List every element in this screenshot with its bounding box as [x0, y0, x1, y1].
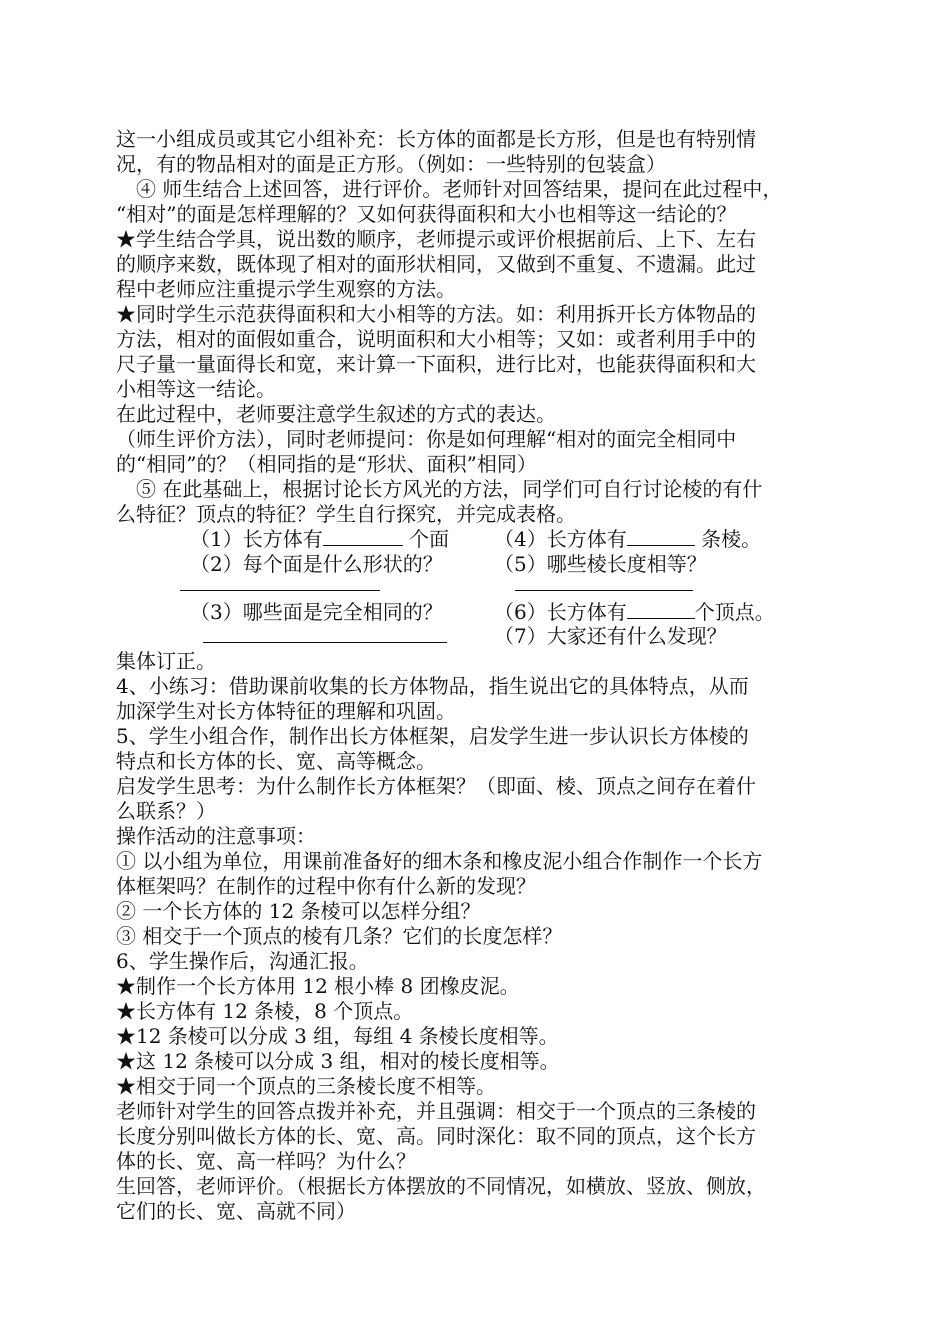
answer-blank[interactable]	[323, 527, 403, 546]
text-line: 的顺序来数，既体现了相对的面形状相同，又做到不重复、不遗漏。此过	[116, 252, 756, 276]
text-line: 这一小组成员或其它小组补充：长方体的面都是长方形，但是也有特别情	[116, 127, 756, 151]
text-line: ★这 12 条棱可以分成 3 组，相对的棱长度相等。	[116, 1049, 560, 1073]
text-line: ★长方体有 12 条棱，8 个顶点。	[116, 999, 414, 1023]
question-2: （2）每个面是什么形状的？	[190, 552, 443, 576]
text-line: 况，有的物品相对的面是正方形。（例如：一些特别的包装盒）	[116, 152, 666, 176]
text-line: 5、学生小组合作，制作出长方体框架，启发学生进一步认识长方体棱的	[116, 724, 749, 748]
question-1: （1）长方体有 个面	[190, 527, 450, 551]
text-line: ② 一个长方体的 12 条棱可以怎样分组？	[116, 899, 481, 923]
text-line: ④ 师生结合上述回答，进行评价。老师针对回答结果，提问在此过程中，	[116, 177, 783, 201]
text-line: 加深学生对长方体特征的理解和巩固。	[116, 699, 456, 723]
text-line: 尺子量一量面得长和宽，来计算一下面积，进行比对，也能获得面积和大	[116, 352, 756, 376]
text-line: ★同时学生示范获得面积和大小相等的方法。如：利用拆开长方体物品的	[116, 302, 756, 326]
answer-line[interactable]	[515, 590, 693, 591]
text-line: ⑤ 在此基础上，根据讨论长方风光的方法，同学们可自行讨论棱的有什	[116, 477, 763, 501]
text-line: ★12 条棱可以分成 3 组，每组 4 条棱长度相等。	[116, 1024, 559, 1048]
text-line: “相对”的面是怎样理解的？又如何获得面积和大小也相等这一结论的？	[116, 202, 737, 226]
text-line: ① 以小组为单位，用课前准备好的细木条和橡皮泥小组合作制作一个长方	[116, 849, 763, 873]
text-line: 4、小练习：借助课前收集的长方体物品，指生说出它的具体特点，从而	[116, 674, 749, 698]
text-line: ★学生结合学具，说出数的顺序，老师提示或评价根据前后、上下、左右	[116, 227, 756, 251]
text-line: （师生评价方法），同时老师提问：你是如何理解“相对的面完全相同中	[116, 427, 737, 451]
text-line: ★制作一个长方体用 12 根小棒 8 团橡皮泥。	[116, 974, 520, 998]
text-line: 生回答，老师评价。（根据长方体摆放的不同情况，如横放、竖放、侧放，	[116, 1174, 766, 1198]
text-line: 它们的长、宽、高就不同）	[116, 1199, 356, 1223]
text-line: 操作活动的注意事项：	[116, 824, 316, 848]
text-line: 小相等这一结论。	[116, 377, 276, 401]
text-line: 特点和长方体的长、宽、高等概念。	[116, 749, 436, 773]
text-line: 在此过程中，老师要注意学生叙述的方式的表达。	[116, 402, 556, 426]
text-line: 长度分别叫做长方体的长、宽、高。同时深化：取不同的顶点，这个长方	[116, 1124, 756, 1148]
text-line: 老师针对学生的回答点拨并补充，并且强调：相交于一个顶点的三条棱的	[116, 1099, 756, 1123]
text-line: 么特征？顶点的特征？学生自行探究，并完成表格。	[116, 502, 576, 526]
text-line: ③ 相交于一个顶点的棱有几条？它们的长度怎样？	[116, 924, 563, 948]
question-7: （7）大家还有什么发现？	[494, 624, 727, 648]
answer-blank[interactable]	[627, 527, 695, 546]
question-5: （5）哪些棱长度相等？	[494, 552, 707, 576]
answer-line[interactable]	[180, 590, 380, 591]
text-line: 集体订正。	[116, 649, 216, 673]
question-4: （4）长方体有 条棱。	[494, 527, 762, 551]
text-line: 6、学生操作后，沟通汇报。	[116, 949, 369, 973]
text-line: ★相交于同一个顶点的三条棱长度不相等。	[116, 1074, 496, 1098]
text-line: 的“相同”的？（相同指的是“形状、面积”相同）	[116, 452, 537, 476]
answer-blank[interactable]	[627, 600, 695, 619]
text-line: 方法，相对的面假如重合，说明面积和大小相等；又如：或者利用手中的	[116, 327, 756, 351]
text-line: 么联系？）	[116, 799, 216, 823]
text-line: 体框架吗？在制作的过程中你有什么新的发现？	[116, 874, 536, 898]
text-line: 程中老师应注重提示学生观察的方法。	[116, 277, 456, 301]
question-3: （3）哪些面是完全相同的？	[190, 600, 443, 624]
question-6: （6）长方体有 个顶点。	[494, 600, 775, 624]
text-line: 启发学生思考：为什么制作长方体框架？（即面、棱、顶点之间存在着什	[116, 774, 756, 798]
answer-line[interactable]	[203, 642, 447, 643]
text-line: 体的长、宽、高一样吗？为什么？	[116, 1149, 416, 1173]
